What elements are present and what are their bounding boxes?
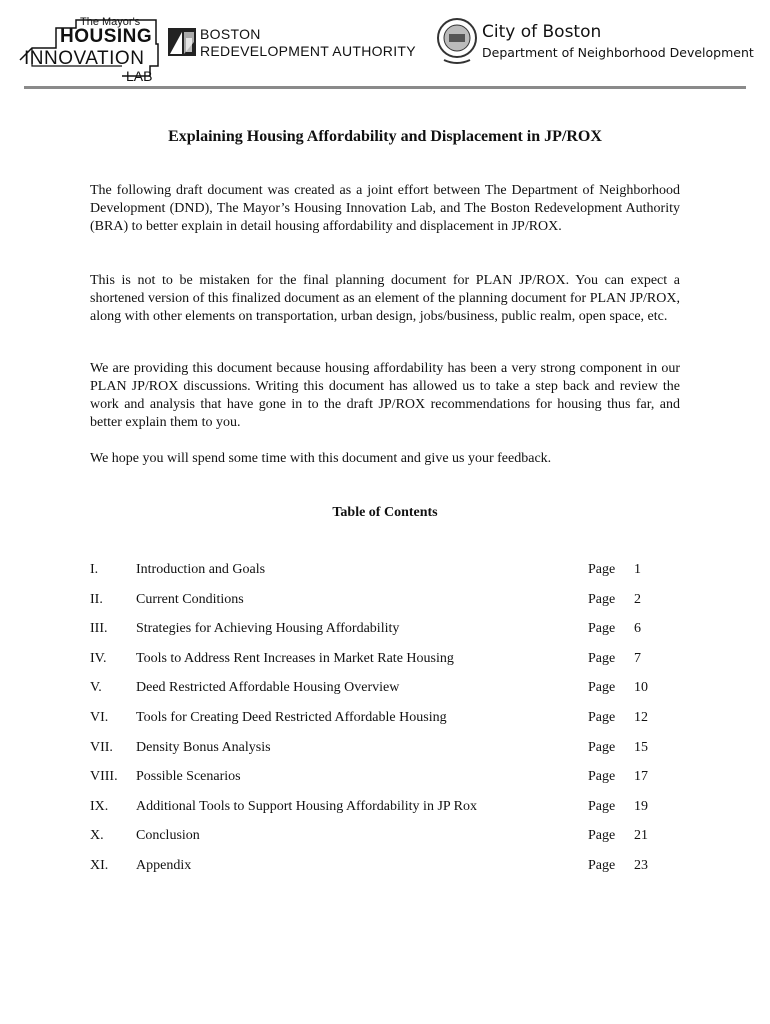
toc-page-number: 21 bbox=[634, 828, 648, 844]
toc-section-title: Density Bonus Analysis bbox=[136, 739, 271, 755]
toc-page-label: Page bbox=[588, 709, 616, 725]
toc-row bbox=[90, 828, 680, 858]
toc-page-label: Page bbox=[588, 739, 616, 755]
toc-section-number: X. bbox=[90, 828, 104, 844]
toc-section-title: Introduction and Goals bbox=[136, 562, 266, 577]
logo-text-mayors: The Mayor's bbox=[80, 16, 141, 28]
letterhead bbox=[0, 0, 770, 90]
logo-text-housing: HOUSING bbox=[60, 26, 153, 47]
toc-page-label: Page bbox=[588, 857, 616, 873]
city-name: City of Boston bbox=[482, 22, 602, 42]
toc-page-number: 2 bbox=[634, 591, 641, 607]
toc-section-number: III. bbox=[90, 621, 108, 637]
toc-row bbox=[90, 621, 680, 651]
toc-page-number: 15 bbox=[634, 739, 648, 755]
toc-row bbox=[90, 592, 680, 622]
toc-row bbox=[90, 858, 680, 888]
toc-section-title: Deed Restricted Affordable Housing Overview bbox=[136, 680, 400, 696]
toc-page-number: 23 bbox=[634, 857, 648, 873]
toc-section-title: Possible Scenarios bbox=[136, 769, 241, 785]
intro-paragraph-3: We are providing this document because housing affordability has been a very strong component in our PLAN JP/ROX discussions. Writing this document has allowed us to take a step back and review the work and analysis that have gone in to the draft JP/ROX recommendations for housing thus far, and better explain them to you. bbox=[90, 361, 680, 430]
toc-page-number: 19 bbox=[634, 798, 648, 814]
housing-innovation-lab-logo bbox=[18, 14, 160, 84]
bra-mark-icon bbox=[168, 28, 196, 56]
toc-section-title: Current Conditions bbox=[136, 591, 244, 607]
logo-text-lab: LAB bbox=[126, 68, 153, 84]
toc-page-number: 12 bbox=[634, 709, 648, 725]
toc-page-label: Page bbox=[588, 650, 616, 666]
toc-page-label: Page bbox=[588, 621, 616, 637]
bra-name-line1: BOSTON bbox=[200, 26, 261, 42]
toc-section-number: VII. bbox=[90, 739, 113, 755]
toc-row bbox=[90, 710, 680, 740]
toc-page-label: Page bbox=[588, 828, 616, 844]
toc-page-number: 1 bbox=[634, 562, 641, 577]
toc-page-number: 17 bbox=[634, 769, 648, 785]
toc-section-title: Additional Tools to Support Housing Affordability in JP Rox bbox=[136, 798, 478, 814]
toc-section-number: IV. bbox=[90, 650, 107, 666]
toc-page-number: 7 bbox=[634, 650, 641, 666]
header-divider bbox=[24, 86, 746, 89]
toc-heading: Table of Contents bbox=[332, 505, 438, 520]
toc-section-number: I. bbox=[90, 562, 99, 577]
toc-row bbox=[90, 799, 680, 829]
toc-page-label: Page bbox=[588, 769, 616, 785]
toc-section-title: Tools for Creating Deed Restricted Affordable Housing bbox=[136, 709, 447, 725]
toc-row bbox=[90, 740, 680, 770]
city-of-boston-logo bbox=[436, 16, 766, 72]
intro-paragraph-1: The following draft document was created as a joint effort between The Department of Neighborhood Development (DND), The Mayor’s Housing Innovation Lab, and The Boston Redevelopment Authority (BRA) to better explain in detail housing affordability and displacement in JP/ROX. bbox=[90, 183, 680, 234]
department-name: Department of Neighborhood Development bbox=[482, 45, 754, 60]
table-of-contents bbox=[90, 562, 680, 888]
toc-section-number: VIII. bbox=[90, 769, 118, 785]
toc-page-number: 10 bbox=[634, 680, 648, 696]
intro-paragraph-2: This is not to be mistaken for the final planning document for PLAN JP/ROX. You can expect a shortened version of this finalized document as an element of the planning document for PLAN JP/ROX, along with other elements on transportation, urban design, jobs/business, public realm, open space, etc. bbox=[90, 273, 680, 324]
toc-section-title: Tools to Address Rent Increases in Market Rate Housing bbox=[136, 650, 454, 666]
toc-section-title: Conclusion bbox=[136, 828, 200, 844]
bra-logo bbox=[168, 26, 428, 62]
toc-page-label: Page bbox=[588, 680, 616, 696]
bra-name-line2: REDEVELOPMENT AUTHORITY bbox=[200, 43, 416, 59]
intro-paragraph-4: We hope you will spend some time with this document and give us your feedback. bbox=[90, 451, 552, 466]
toc-row bbox=[90, 680, 680, 710]
toc-section-number: IX. bbox=[90, 798, 109, 814]
toc-section-title: Appendix bbox=[136, 857, 192, 873]
city-seal-icon bbox=[436, 16, 478, 68]
toc-row bbox=[90, 562, 680, 592]
toc-row bbox=[90, 651, 680, 681]
toc-row bbox=[90, 769, 680, 799]
toc-section-number: V. bbox=[90, 680, 102, 696]
document-title: Explaining Housing Affordability and Displacement in JP/ROX bbox=[168, 128, 602, 145]
toc-page-label: Page bbox=[588, 798, 616, 814]
toc-section-title: Strategies for Achieving Housing Affordability bbox=[136, 621, 400, 637]
toc-page-number: 6 bbox=[634, 621, 641, 637]
logo-text-innovation: INNOVATION bbox=[24, 48, 145, 69]
toc-section-number: VI. bbox=[90, 709, 109, 725]
toc-section-number: II. bbox=[90, 591, 103, 607]
toc-section-number: XI. bbox=[90, 857, 109, 873]
toc-page-label: Page bbox=[588, 562, 616, 577]
toc-page-label: Page bbox=[588, 591, 616, 607]
